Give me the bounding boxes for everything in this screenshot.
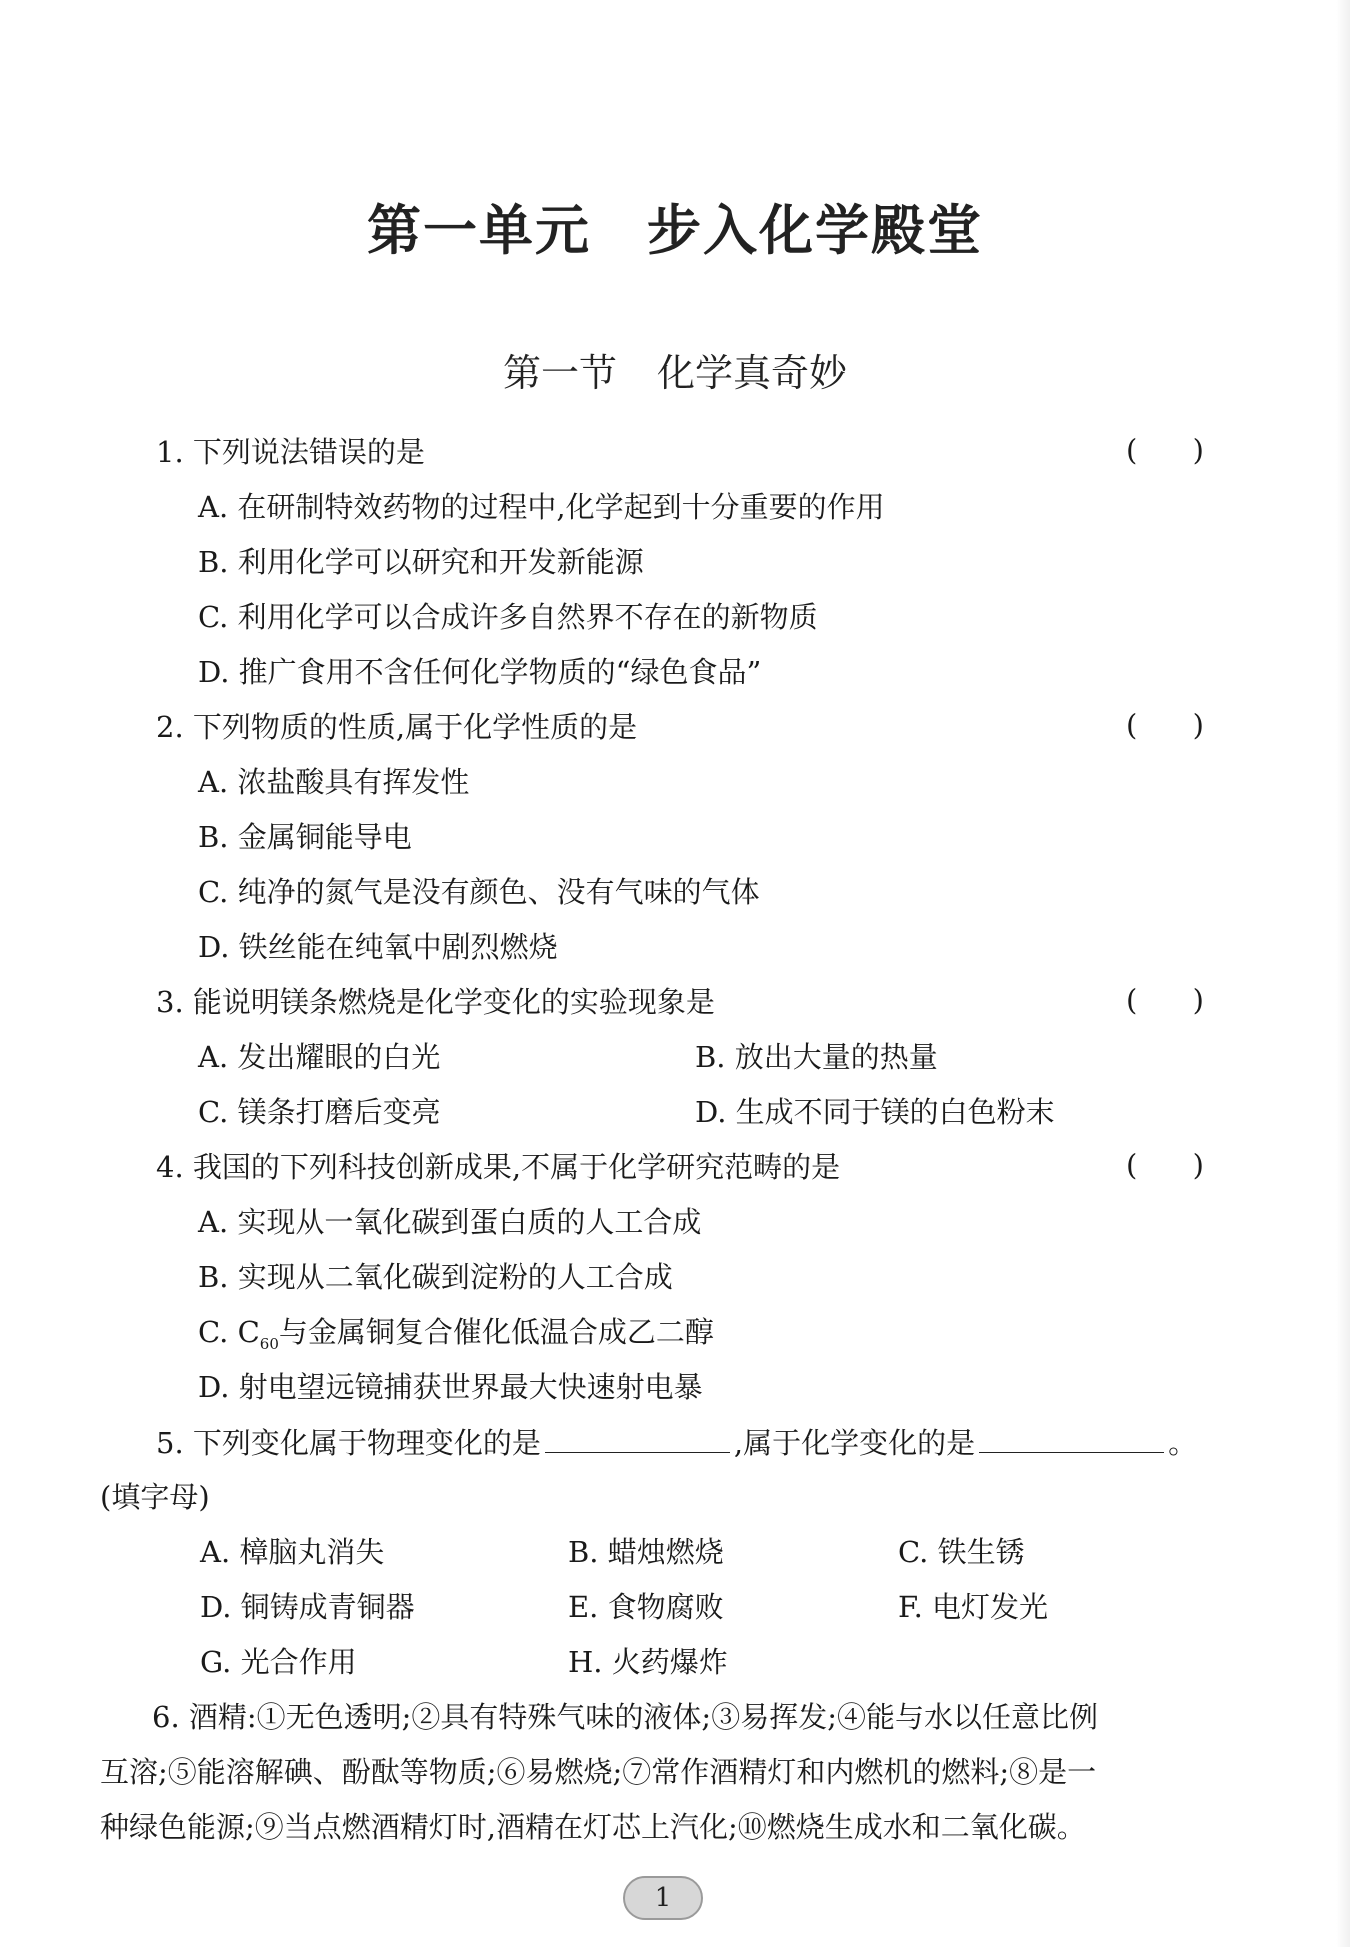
q4-stem: 4. 我国的下列科技创新成果,不属于化学研究范畴的是 — [156, 1150, 841, 1184]
q6-line-1: 6. 酒精:①无色透明;②具有特殊气味的液体;③易挥发;④能与水以任意比例 — [152, 1700, 1098, 1734]
unit-name: 步入化学殿堂 — [647, 199, 983, 262]
q5-stem-part1: 5. 下列变化属于物理变化的是 — [156, 1426, 541, 1460]
q6-line-3: 种绿色能源;⑨当点燃酒精灯时,酒精在灯芯上汽化;⑩燃烧生成水和二氧化碳。 — [100, 1810, 1086, 1844]
q3-option-a: A. 发出耀眼的白光 — [198, 1040, 441, 1074]
q4-option-c-text: 与金属铜复合催化低温合成乙二醇 — [278, 1315, 714, 1349]
section-title — [0, 342, 1350, 397]
q1-option-a: A. 在研制特效药物的过程中,化学起到十分重要的作用 — [198, 490, 885, 524]
q5-option-d: D. 铜铸成青铜器 — [200, 1590, 415, 1624]
section-name: 化学真奇妙 — [657, 351, 848, 395]
q1-answer-bracket[interactable]: ( ) — [1126, 433, 1204, 467]
q4-option-c-label: C. C — [198, 1315, 260, 1349]
q4-option-a: A. 实现从一氧化碳到蛋白质的人工合成 — [198, 1205, 702, 1239]
q5-option-a: A. 樟脑丸消失 — [200, 1535, 385, 1569]
q5-option-e: E. 食物腐败 — [568, 1590, 724, 1624]
q3-answer-bracket[interactable]: ( ) — [1126, 983, 1204, 1017]
q2-option-b: B. 金属铜能导电 — [198, 820, 412, 854]
q5-physical-blank[interactable] — [545, 1422, 730, 1453]
q5-stem-end: 。 — [1168, 1426, 1198, 1460]
q5-stem — [156, 1422, 1197, 1463]
q1-option-b: B. 利用化学可以研究和开发新能源 — [198, 545, 644, 579]
q6-line-2: 互溶;⑤能溶解碘、酚酞等物质;⑥易燃烧;⑦常作酒精灯和内燃机的燃料;⑧是一 — [100, 1755, 1097, 1789]
q1-option-d: D. 推广食用不含任何化学物质的“绿色食品” — [198, 655, 762, 689]
q5-option-f: F. 电灯发光 — [898, 1590, 1049, 1624]
unit-number: 第一单元 — [367, 199, 591, 262]
q5-stem-part2: ,属于化学变化的是 — [733, 1426, 976, 1460]
q5-note: (填字母) — [100, 1480, 210, 1514]
q4-answer-bracket[interactable]: ( ) — [1126, 1148, 1204, 1182]
q3-option-b: B. 放出大量的热量 — [695, 1040, 938, 1074]
q4-option-b: B. 实现从二氧化碳到淀粉的人工合成 — [198, 1260, 673, 1294]
q5-option-b: B. 蜡烛燃烧 — [568, 1535, 724, 1569]
page-number: 1 — [623, 1876, 703, 1920]
q2-answer-bracket[interactable]: ( ) — [1126, 708, 1204, 742]
q5-option-g: G. 光合作用 — [200, 1645, 357, 1679]
q2-option-d: D. 铁丝能在纯氧中剧烈燃烧 — [198, 930, 558, 964]
q2-stem: 2. 下列物质的性质,属于化学性质的是 — [156, 710, 638, 744]
q5-option-h: H. 火药爆炸 — [568, 1645, 728, 1679]
page-edge-shadow — [1336, 0, 1350, 1947]
q4-option-c-subscript: 60 — [259, 1334, 279, 1353]
q1-stem: 1. 下列说法错误的是 — [156, 435, 425, 469]
q5-option-c: C. 铁生锈 — [898, 1535, 1025, 1569]
q1-option-c: C. 利用化学可以合成许多自然界不存在的新物质 — [198, 600, 818, 634]
q2-option-c: C. 纯净的氮气是没有颜色、没有气味的气体 — [198, 875, 760, 909]
q4-option-d: D. 射电望远镜捕获世界最大快速射电暴 — [198, 1370, 703, 1404]
q5-chemical-blank[interactable] — [979, 1422, 1164, 1453]
q3-option-c: C. 镁条打磨后变亮 — [198, 1095, 441, 1129]
q3-option-d: D. 生成不同于镁的白色粉末 — [695, 1095, 1055, 1129]
section-number: 第一节 — [502, 351, 617, 395]
q4-option-c — [198, 1312, 714, 1364]
unit-title — [0, 188, 1350, 265]
q3-stem: 3. 能说明镁条燃烧是化学变化的实验现象是 — [156, 985, 715, 1019]
q2-option-a: A. 浓盐酸具有挥发性 — [198, 765, 470, 799]
